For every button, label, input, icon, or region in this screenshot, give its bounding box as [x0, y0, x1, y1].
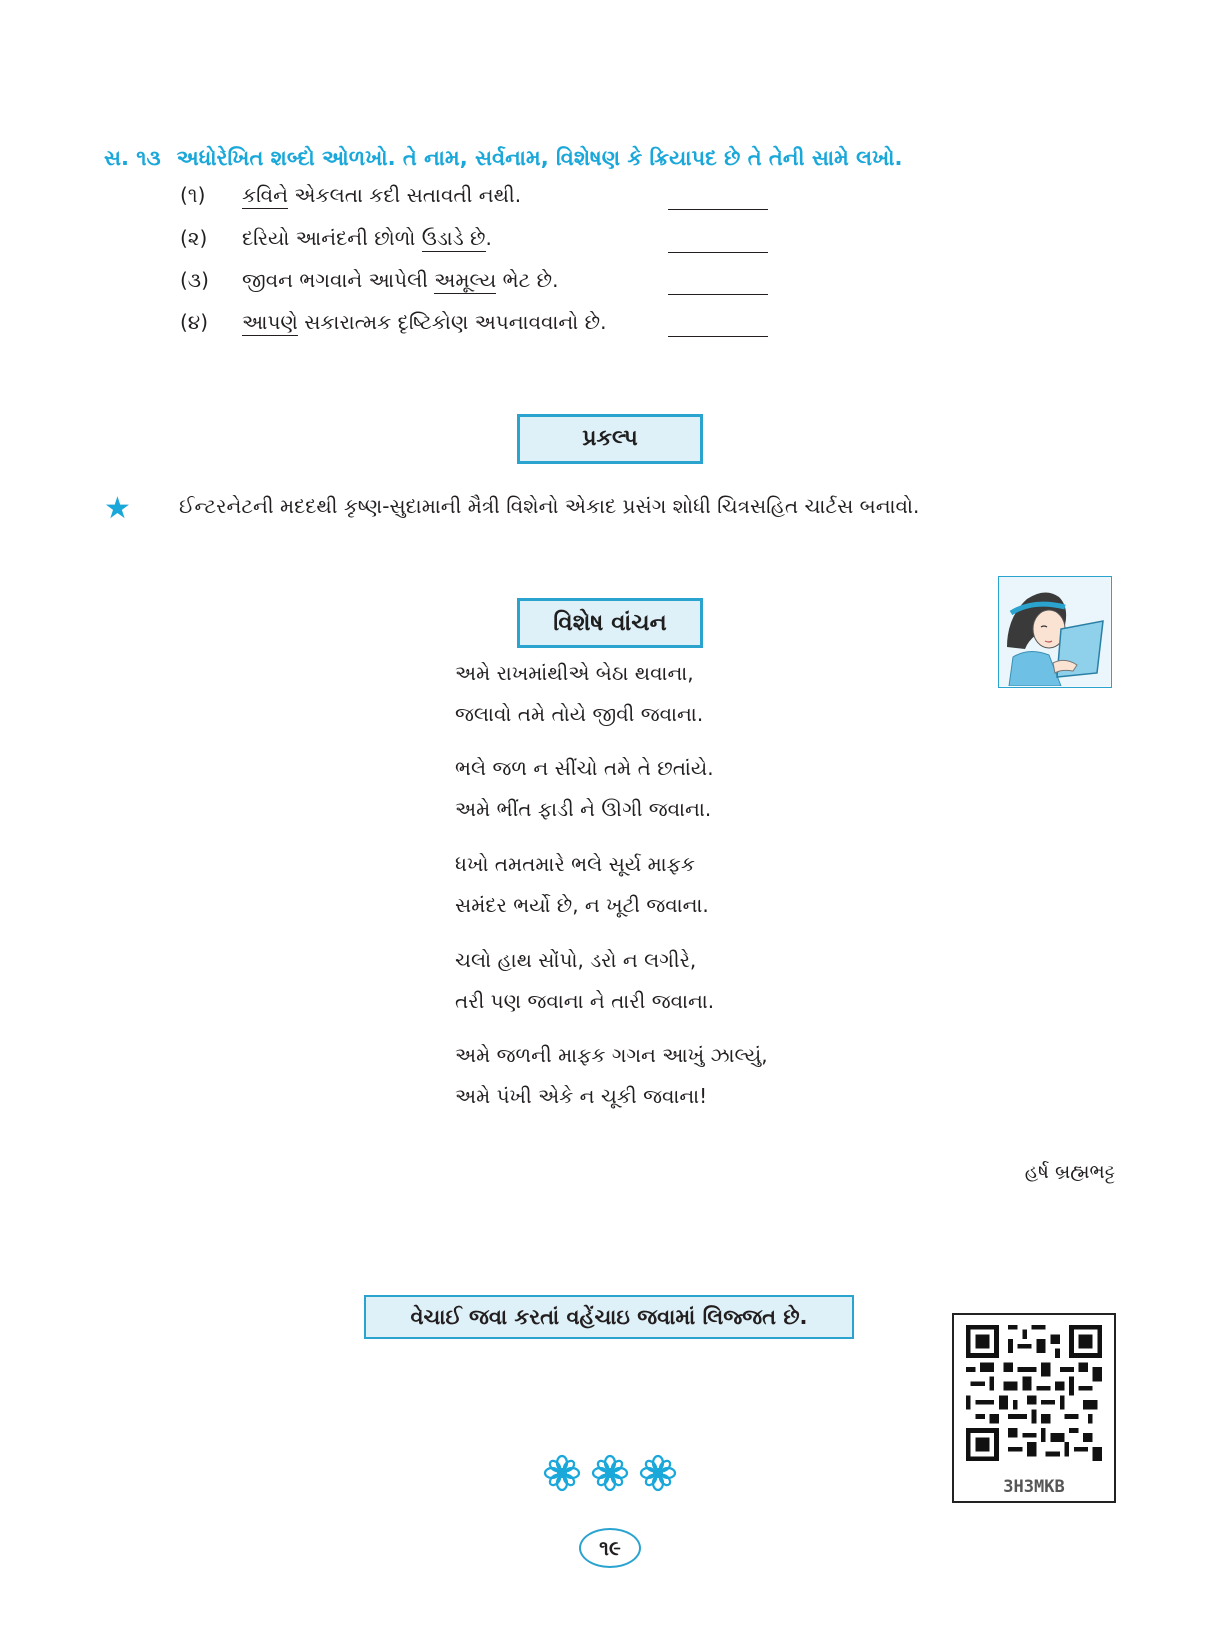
poem-line: અમે રાખમાંથીએ બેઠા થવાના, — [455, 661, 694, 685]
poem-line: તરી પણ જવાના ને તારી જવાના. — [455, 989, 715, 1013]
underlined-word: આપણે — [242, 310, 298, 334]
question-item — [180, 306, 606, 338]
page-number: ૧૯ — [579, 1528, 641, 1568]
answer-blank[interactable] — [668, 294, 768, 295]
flower-ornament-icon — [540, 1452, 680, 1494]
poem-line: અમે જળની માફક ગગન આખું ઝાલ્યું, — [455, 1043, 768, 1067]
item-number: (૩) — [180, 268, 209, 292]
star-icon: ★ — [104, 491, 131, 526]
poem-line: ધખો તમતમારે ભલે સૂર્ય માફક — [455, 852, 695, 876]
underlined-word: ઉડાડે છે — [421, 226, 486, 250]
question-item — [180, 264, 558, 296]
qr-code-icon — [966, 1325, 1102, 1461]
project-title: પ્રકલ્પ — [517, 414, 703, 464]
answer-blank[interactable] — [668, 336, 768, 337]
poem-line: અમે ભીંત ફાડી ને ઊગી જવાના. — [455, 797, 712, 821]
question-heading — [104, 146, 902, 171]
item-text-post: ભેટ છે. — [496, 268, 559, 292]
underlined-word: અમૂલ્ય — [434, 268, 497, 292]
poem-author: હર્ષ બ્રહ્મભટ્ટ — [1024, 1161, 1115, 1183]
item-text-post: . — [485, 226, 492, 250]
item-number: (૧) — [180, 183, 206, 207]
project-text: ઈન્ટરનેટની મદદથી કૃષ્ણ-સુદામાની મૈત્રી વિશેનો એકાદ પ્રસંગ શોધી ચિત્રસહિત ચાર્ટસ બનાવો. — [179, 494, 920, 518]
underlined-word: કવિને — [242, 183, 288, 207]
item-text-post: એકલતા કદી સતાવતી નથી. — [288, 183, 522, 207]
question-item — [180, 222, 492, 254]
item-text-pre: દરિયો આનંદની છોળો — [242, 226, 422, 250]
girl-reading-illustration — [998, 576, 1112, 688]
question-item — [180, 179, 521, 211]
item-number: (૪) — [180, 310, 209, 334]
answer-blank[interactable] — [668, 252, 768, 253]
qr-code-label: 3H3MKB — [1003, 1477, 1065, 1497]
qr-code-box[interactable] — [952, 1313, 1116, 1503]
poem-line: ભલે જળ ન સીંચો તમે તે છતાંયે. — [455, 756, 714, 780]
motto-box: વેચાઈ જવા કરતાં વહેંચાઇ જવામાં લિજ્જત છે. — [364, 1295, 854, 1339]
poem-line: જલાવો તમે તોયે જીવી જવાના. — [455, 702, 704, 726]
item-text-post: સકારાત્મક દૃષ્ટિકોણ અપનાવવાનો છે. — [297, 310, 607, 334]
answer-blank[interactable] — [668, 209, 768, 210]
poem-line: અમે પંખી એકે ન ચૂકી જવાના! — [455, 1084, 708, 1108]
item-text-pre: જીવન ભગવાને આપેલી — [242, 268, 435, 292]
question-instruction: અધોરેખિત શબ્દો ઓળખો. તે નામ, સર્વનામ, વિશેષણ કે ક્રિયાપદ છે તે તેની સામે લખો. — [176, 146, 903, 170]
item-number: (૨) — [180, 226, 208, 250]
reading-title: વિશેષ વાંચન — [517, 598, 703, 648]
question-number: સ. ૧૩ — [104, 146, 161, 170]
poem-line: સમંદર ભર્યો છે, ન ખૂટી જવાના. — [455, 893, 709, 917]
poem-line: ચલો હાથ સોંપો, ડરો ન લગીરે, — [455, 948, 697, 972]
